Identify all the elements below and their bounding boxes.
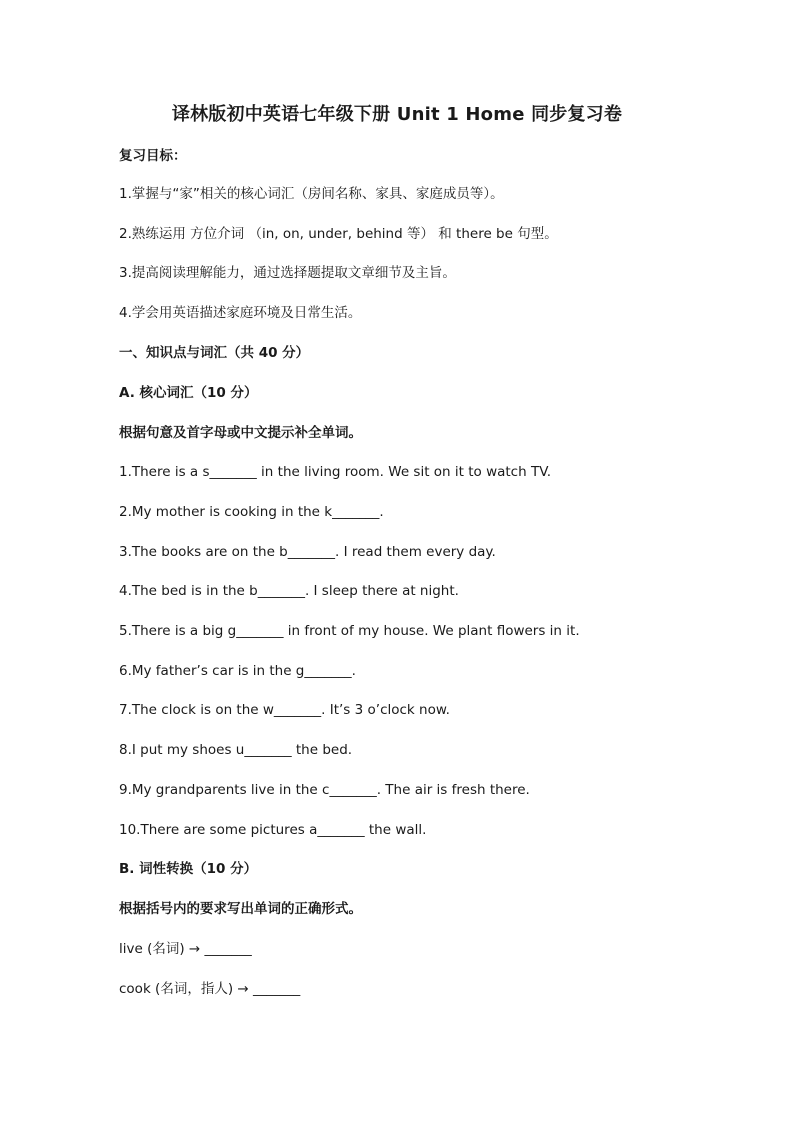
partB-heading: B. 词性转换（10 分） <box>119 861 258 877</box>
partA-instruction: 根据句意及首字母或中文提示补全单词。 <box>119 425 362 441</box>
question-item: 7.The clock is on the w_______. It’s 3 o’clock now. <box>119 702 450 718</box>
question-item: 8.I put my shoes u_______ the bed. <box>119 742 353 758</box>
partA-heading: A. 核心词汇（10 分） <box>119 385 258 401</box>
partB-instruction: 根据括号内的要求写出单词的正确形式。 <box>119 901 362 917</box>
section1-heading: 一、知识点与词汇（共 40 分） <box>119 345 310 361</box>
question-item: 2.My mother is cooking in the k_______. <box>119 504 384 520</box>
question-item: 9.My grandparents live in the c_______. The air is fresh there. <box>119 782 530 798</box>
objectives-heading: 复习目标： <box>119 148 187 164</box>
objective-item: 2.熟练运用 方位介词 （in, on, under, behind 等） 和 there be 句型。 <box>119 226 558 242</box>
question-item: 6.My father’s car is in the g_______. <box>119 663 356 679</box>
document-title: 译林版初中英语七年级下册 Unit 1 Home 同步复习卷 <box>171 104 623 125</box>
objective-item: 1.掌握与“家”相关的核心词汇（房间名称、家具、家庭成员等）。 <box>119 186 504 202</box>
objective-item: 4.学会用英语描述家庭环境及日常生活。 <box>119 305 362 321</box>
question-item: 3.The books are on the b_______. I read them every day. <box>119 544 496 560</box>
conversion-item: cook (名词，指人) → _______ <box>119 981 301 997</box>
question-item: 5.There is a big g_______ in front of my house. We plant flowers in it. <box>119 623 580 639</box>
question-item: 4.The bed is in the b_______. I sleep there at night. <box>119 583 459 599</box>
objective-item: 3.提高阅读理解能力，通过选择题提取文章细节及主旨。 <box>119 265 456 281</box>
question-item: 1.There is a s_______ in the living room. We sit on it to watch TV. <box>119 464 551 480</box>
conversion-item: live (名词) → _______ <box>119 941 252 957</box>
question-item: 10.There are some pictures a_______ the wall. <box>119 822 427 838</box>
